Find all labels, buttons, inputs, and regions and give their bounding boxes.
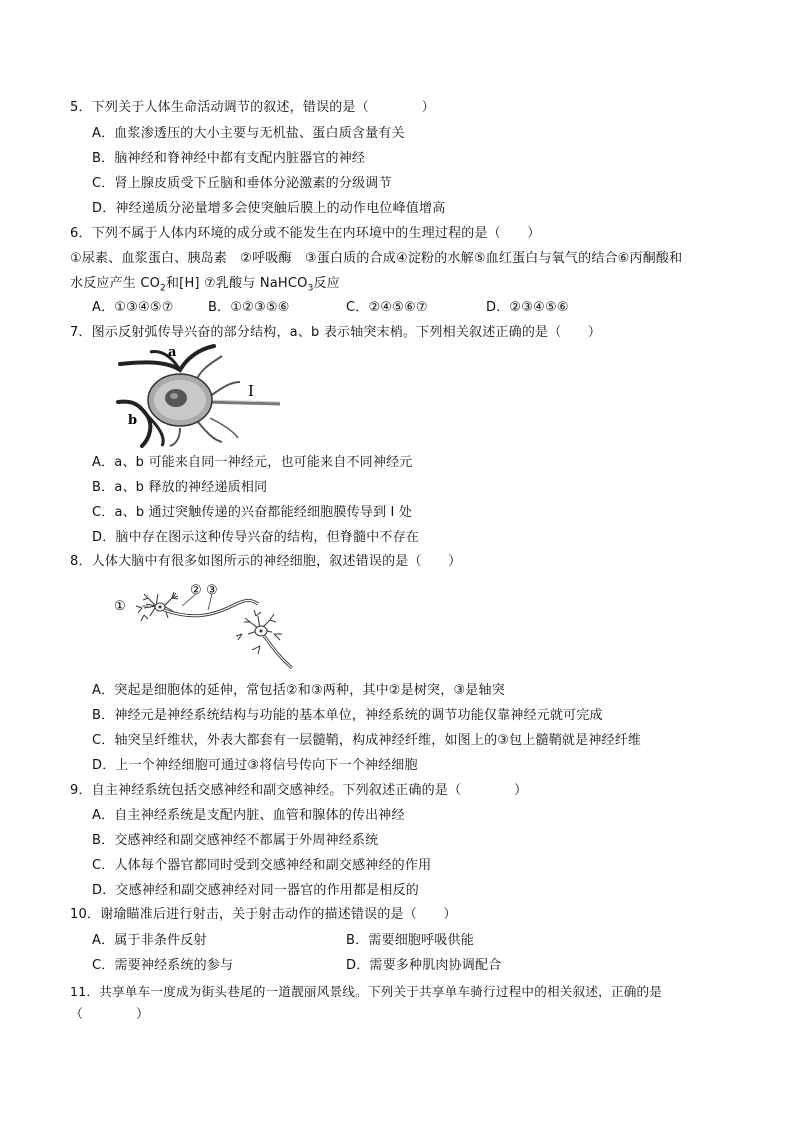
q6-list-line1: ①尿素、血浆蛋白、胰岛素 ②呼吸酶 ③蛋白质的合成④淀粉的水解⑤血红蛋白与氧气的结合⑥丙酮酸和 — [70, 251, 683, 266]
q7-option-a: A．a、b 可能来自同一神经元，也可能来自不同神经元 — [92, 455, 413, 470]
q6-option-b: B．①②③⑤⑥ — [208, 300, 290, 315]
q10-option-d: D．需要多种肌肉协调配合 — [346, 958, 502, 973]
q6-option-a: A．①③④⑤⑦ — [92, 300, 174, 315]
q7-option-b: B．a、b 释放的神经递质相同 — [92, 480, 268, 495]
q8-label-1: ① — [114, 599, 126, 614]
q9-stem: 9．自主神经系统包括交感神经和副交感神经。下列叙述正确的是（ ） — [70, 783, 528, 798]
q8-option-d: D．上一个神经细胞可通过③将信号传向下一个神经细胞 — [92, 758, 418, 773]
q6-list-line2: 水反应产生 $CO_2$和[H] ⑦乳酸与 NaHCO$_3$反应 — [70, 276, 340, 294]
q7-label-I: I — [248, 382, 254, 400]
q5-option-b: B．脑神经和脊神经中都有支配内脏器官的神经 — [92, 151, 366, 166]
q7-label-b: b — [128, 413, 138, 428]
q6-option-d: D．②③④⑤⑥ — [486, 300, 569, 315]
q8-label-2: ② — [190, 583, 202, 598]
q11-stem-continued: （ ） — [70, 1007, 150, 1022]
q5-stem: 5．下列关于人体生命活动调节的叙述，错误的是（ ） — [70, 100, 435, 115]
q10-option-b: B．需要细胞呼吸供能 — [346, 933, 474, 948]
q5-option-a: A．血浆渗透压的大小主要与无机盐、蛋白质含量有关 — [92, 126, 405, 141]
q6-stem: 6．下列不属于人体内环境的成分或不能发生在内环境中的生理过程的是（ ） — [70, 226, 541, 241]
q9-option-b: B．交感神经和副交感神经不都属于外周神经系统 — [92, 833, 379, 848]
q7-stem: 7．图示反射弧传导兴奋的部分结构，a、b 表示轴突末梢。下列相关叙述正确的是（ ） — [70, 325, 602, 340]
q11-stem: 11．共享单车一度成为街头巷尾的一道靓丽风景线。下列关于共享单车骑行过程中的相关叙述，正确的是 — [70, 984, 663, 999]
q9-option-d: D．交感神经和副交感神经对同一器官的作用都是相反的 — [92, 883, 420, 898]
q8-option-b: B．神经元是神经系统结构与功能的基本单位，神经系统的调节功能仅靠神经元就可完成 — [92, 708, 603, 723]
q5-option-c: C．肾上腺皮质受下丘脑和垂体分泌激素的分级调节 — [92, 176, 392, 191]
q10-stem: 10．谢瑜瞄准后进行射击，关于射击动作的描述错误的是（ ） — [70, 907, 457, 922]
q9-option-a: A．自主神经系统是支配内脏、血管和腺体的传出神经 — [92, 808, 405, 823]
q8-option-c: C．轴突呈纤维状，外表大都套有一层髓鞘，构成神经纤维，如图上的③包上髓鞘就是神经纤维 — [92, 733, 642, 748]
q6-option-c: C．②④⑤⑥⑦ — [346, 300, 428, 315]
q7-option-c: C．a、b 通过突触传递的兴奋都能经细胞膜传导到 I 处 — [92, 505, 413, 520]
q8-label-3: ③ — [206, 583, 218, 598]
q8-neurons-figure — [112, 580, 302, 674]
q7-neuron-figure — [110, 342, 290, 448]
q8-stem: 8．人体大脑中有很多如图所示的神经细胞，叙述错误的是（ ） — [70, 554, 462, 569]
q10-option-a: A．属于非条件反射 — [92, 933, 207, 948]
q5-option-d: D．神经递质分泌量增多会使突触后膜上的动作电位峰值增高 — [92, 201, 446, 216]
q7-option-d: D．脑中存在图示这种传导兴奋的结构，但脊髓中不存在 — [92, 530, 420, 545]
q8-option-a: A．突起是细胞体的延伸，常包括②和③两种，其中②是树突，③是轴突 — [92, 683, 505, 698]
q7-label-a: a — [168, 345, 177, 360]
q10-option-c: C．需要神经系统的参与 — [92, 958, 234, 973]
q9-option-c: C．人体每个器官都同时受到交感神经和副交感神经的作用 — [92, 858, 432, 873]
